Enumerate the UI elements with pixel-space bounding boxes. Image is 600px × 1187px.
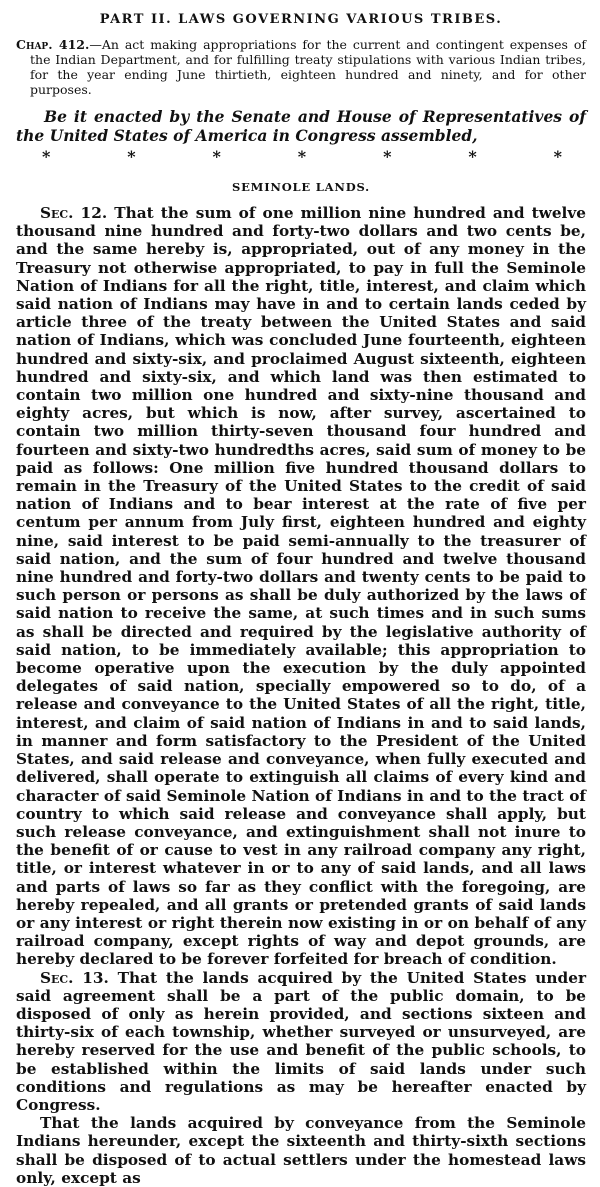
chapter-label: Chap. 412.	[16, 37, 90, 52]
section-label: Sec. 13.	[40, 968, 109, 987]
star: *	[127, 147, 136, 166]
star: *	[553, 147, 562, 166]
continuation-paragraph	[16, 1114, 586, 1187]
body-text	[16, 204, 586, 1187]
paragraph-text: That the lands acquired by the United States under said agreement shall be a part of the public domain, to be disposed of only as herein provided, and sections sixteen and thirty-six of each township, whether surveyed or unsurveyed, are hereby reserved for the use and benefit of the public schools, to be established within the limits of said lands under such conditions and regulations as may be hereafter enacted by Congress.	[16, 968, 587, 1114]
section-13-paragraph	[16, 969, 586, 1115]
paragraph-text: That the lands acquired by conveyance from the Seminole Indians hereunder, except the sixteenth and thirty-sixth sections shall be disposed of to actual settlers under the homestead laws only, except as	[16, 1114, 586, 1187]
section-12-paragraph	[16, 204, 586, 969]
star: *	[42, 147, 51, 166]
paragraph-text: That the sum of one million nine hundred and twelve thousand nine hundred and forty-two dollars and two cents be, and the same hereby is, appropriated, out of any money in the Treasury not otherwise appropriated, to pay in full the Seminole Nation of Indians for all the right, title, interest, and claim which said nation of Indians may have in and to certain lands ceded by article three of the treaty between the United States and said nation of Indians, which was concluded June fourteenth, eighteen hundred and sixty-six, and proclaimed August sixteenth, eighteen hundred and sixty-six, and which land was then estimated to contain two million one hundred and sixty-nine thousand and eighty acres, but which is now, after survey, ascertained to contain two million thirty-seven thousand four hundred and fourteen and sixty-two hundredths acres, said sum of money to be paid as follows: One million five hundred thousand dollars to remain in the Treasury of the United States to the credit of said nation of Indians and to bear interest at the rate of five per centum per annum from July first, eighteen hundred and eighty nine, said interest to be paid semi-annually to the treasurer of said nation, and the sum of four hundred and twelve thousand nine hundred and forty-two dollars and twenty cents to be paid to such person or persons as shall be duly authorized by the laws of said nation to receive the same, at such times and in such sums as shall be directed and required by the legislative authority of said nation, to be immediately available; this appropriation to become operative upon the execution by the duly appointed delegates of said nation, specially empowered so to do, of a release and conveyance to the United States of all the right, title, interest, and claim of said nation of Indians in and to said lands, in manner and form satisfactory to the President of the United States, and said release and conveyance, when fully executed and delivered, shall operate to extinguish all claims of every kind and character of said Seminole Nation of Indians in and to the tract of country to which said release and conveyance shall apply, but such release conveyance, and extinguishment shall not inure to the benefit of or cause to vest in any railroad company any right, title, or interest whatever in or to any of said lands, and all laws and parts of laws so far as they conflict with the foregoing, are hereby repealed, and all grants or pretended grants of said lands or any interest or right therein now existing in or on behalf of any railroad company, except rights of way and depot grounds, are hereby declared to be forever forfeited for breach of condition.	[16, 204, 586, 969]
omission-stars	[16, 147, 586, 166]
star: *	[383, 147, 392, 166]
section-heading: SEMINOLE LANDS.	[232, 180, 370, 194]
enacting-clause: Be it enacted by the Senate and House of Representatives of the United States of America in Congress assembled,	[16, 107, 586, 145]
star: *	[297, 147, 307, 166]
star: *	[468, 147, 477, 166]
star: *	[212, 147, 221, 166]
section-label: Sec. 12.	[40, 204, 108, 222]
chapter-heading	[16, 37, 586, 97]
running-head: PART II. LAWS GOVERNING VARIOUS TRIBES.	[99, 12, 503, 27]
chapter-title: —An act making appropriations for the current and contingent expenses of the Indian Department, and for fulfilling treaty stipulations with various Indian tribes, for the year ending June thirtieth, eighteen hundred and ninety, and for other purposes.	[30, 37, 586, 97]
